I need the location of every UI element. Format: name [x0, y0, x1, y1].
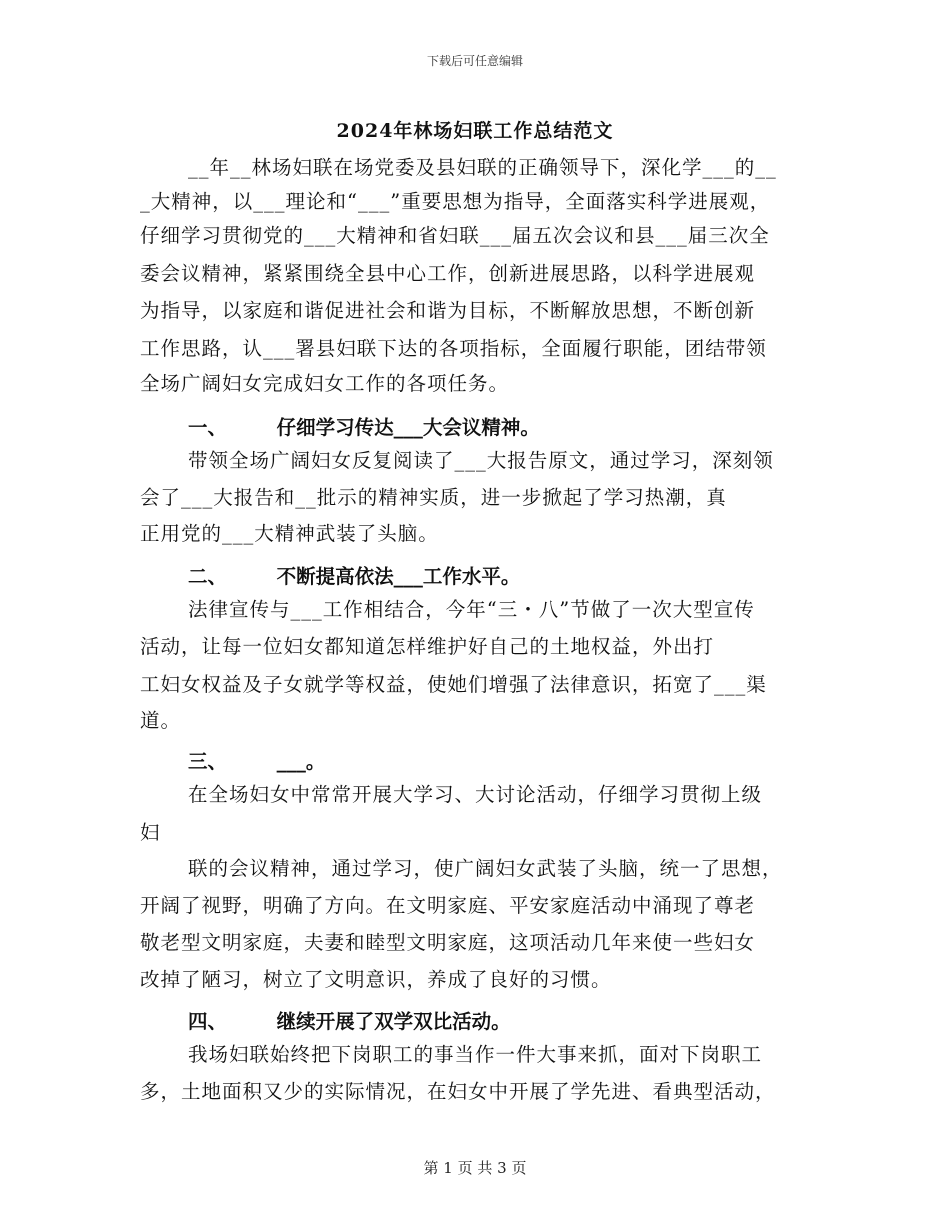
body-line: 在全场妇女中常常开展大学习、大讨论活动，仔细学习贯彻上级: [188, 783, 763, 806]
body-line: 妇: [140, 821, 161, 844]
body-line: 仔细学习贯彻党的___大精神和省妇联___届五次会议和县___届三次全: [140, 224, 770, 247]
body-line: 工作思路，认___署县妇联下达的各项指标，全面履行职能，团结带领: [140, 337, 767, 360]
body-line: 委会议精神，紧紧围绕全县中心工作，创新进展思路，以科学进展观: [140, 262, 756, 285]
section-heading-4: [188, 1006, 511, 1034]
body-line: 全场广阔妇女完成妇女工作的各项任务。: [140, 372, 510, 395]
body-line: 道。: [140, 709, 182, 732]
page-header: 下载后可任意编辑: [426, 54, 523, 68]
body-line: 多，土地面积又少的实际情况，在妇女中开展了学先进、看典型活动，: [140, 1080, 776, 1103]
body-line: 联的会议精神，通过学习，使广阔妇女武装了头脑，统一了思想，: [188, 857, 783, 880]
section-title: 不断提高依法___工作水平。: [276, 565, 521, 588]
body-line: 我场妇联始终把下岗职工的事当作一件大事来抓，面对下岗职工: [188, 1043, 763, 1066]
document-title: 2024年林场妇联工作总结范文: [336, 120, 614, 142]
body-line: 改掉了陋习，树立了文明意识，养成了良好的习惯。: [140, 968, 612, 991]
section-title: ___。: [276, 750, 326, 773]
section-number: 一、: [188, 416, 228, 439]
body-line: 活动，让每一位妇女都知道怎样维护好自己的土地权益，外出打: [140, 635, 715, 658]
body-line: 为指导，以家庭和谐促进社会和谐为目标，不断解放思想，不断创新: [140, 299, 756, 322]
section-title: 仔细学习传达___大会议精神。: [276, 416, 540, 439]
body-line: _大精神，以___理论和“___”重要思想为指导，全面落实科学进展观，: [140, 190, 771, 213]
body-line: 工妇女权益及子女就学等权益，使她们增强了法律意识，拓宽了___渠: [140, 673, 767, 696]
section-number: 二、: [188, 565, 228, 588]
section-heading-2: [188, 561, 520, 589]
body-line: 法律宣传与___工作相结合，今年“三・八”节做了一次大型宣传: [188, 598, 755, 621]
section-number: 三、: [188, 750, 228, 773]
body-line: 带领全场广阔妇女反复阅读了___大报告原文，通过学习，深刻领: [188, 449, 774, 472]
section-heading-1: [188, 412, 540, 440]
body-line: 开阔了视野，明确了方向。在文明家庭、平安家庭活动中涌现了尊老: [140, 894, 756, 917]
body-line: 正用党的___大精神武装了头脑。: [140, 522, 439, 545]
section-heading-3: [188, 746, 325, 774]
page-footer: 第 1 页 共 3 页: [423, 1159, 527, 1177]
body-line: 敬老型文明家庭，夫妻和睦型文明家庭，这项活动几年来使一些妇女: [140, 931, 756, 954]
body-line: __年__林场妇联在场党委及县妇联的正确领导下，深化学___的__: [188, 156, 777, 179]
section-number: 四、: [188, 1010, 228, 1033]
section-title: 继续开展了双学双比活动。: [276, 1010, 511, 1033]
body-line: 会了___大报告和__批示的精神实质，进一步掀起了学习热潮，真: [140, 486, 727, 509]
